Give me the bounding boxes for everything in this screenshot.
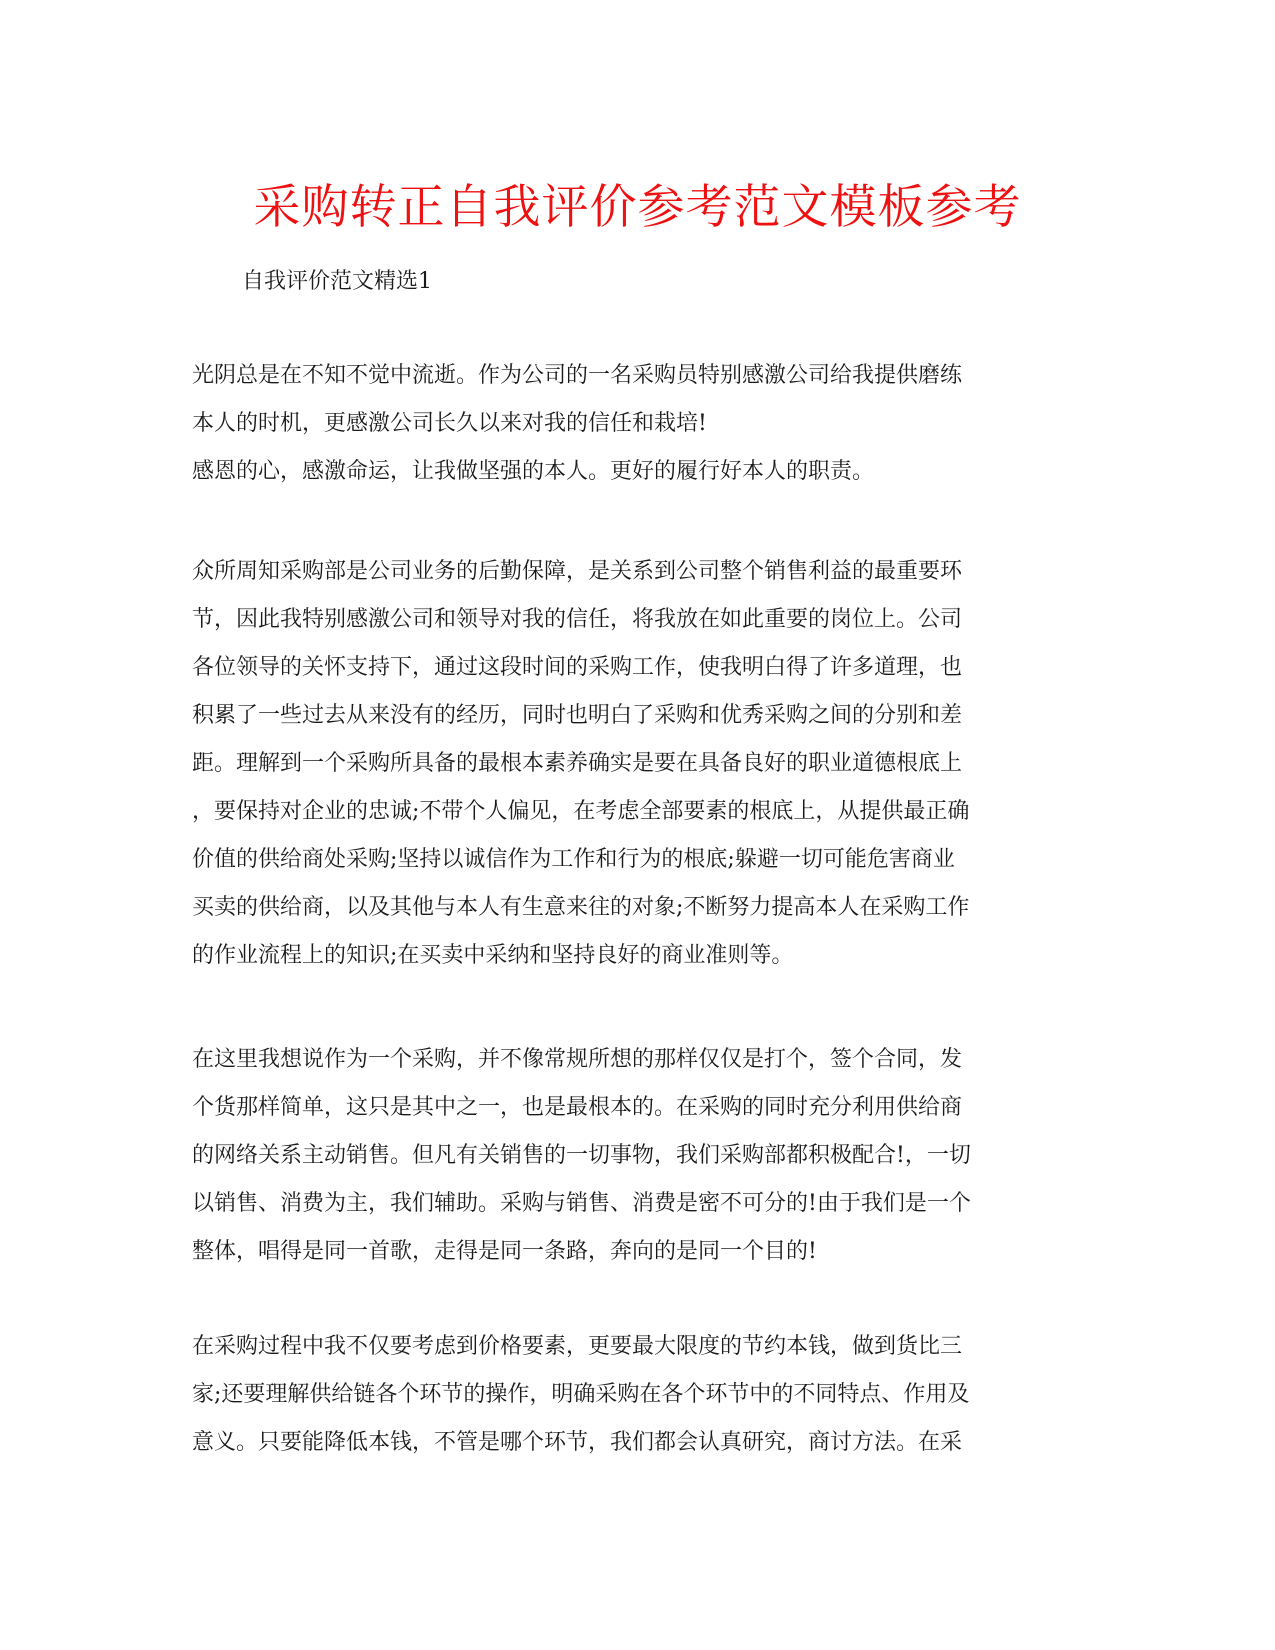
- paragraph-line: 个货那样简单，这只是其中之一，也是最根本的。在采购的同时充分利用供给商: [192, 1095, 963, 1120]
- paragraph-line: 距。理解到一个采购所具备的最根本素养确实是要在具备良好的职业道德根底上: [192, 751, 963, 776]
- paragraph-line: 价值的供给商处采购;坚持以诚信作为工作和行为的根底;躲避一切可能危害商业: [192, 847, 955, 872]
- paragraph-line: 积累了一些过去从来没有的经历，同时也明白了采购和优秀采购之间的分别和差: [192, 703, 963, 728]
- paragraph-4: [192, 1323, 1082, 1467]
- paragraph-2: [192, 548, 1082, 980]
- paragraph-line: 各位领导的关怀支持下，通过这段时间的采购工作，使我明白得了许多道理，也: [192, 655, 963, 680]
- document-subtitle: 自我评价范文精选1: [242, 269, 432, 294]
- paragraph-line: 以销售、消费为主，我们辅助。采购与销售、消费是密不可分的!由于我们是一个: [192, 1191, 971, 1216]
- paragraph-line: 的网络关系主动销售。但凡有关销售的一切事物，我们采购部都积极配合!，一切: [192, 1143, 971, 1168]
- paragraph-1: [192, 352, 1082, 496]
- paragraph-line: 的作业流程上的知识;在买卖中采纳和坚持良好的商业准则等。: [192, 943, 794, 968]
- paragraph-line: 买卖的供给商，以及其他与本人有生意来往的对象;不断努力提高本人在采购工作: [192, 895, 970, 920]
- paragraph-line: 家;还要理解供给链各个环节的操作，明确采购在各个环节中的不同特点、作用及: [192, 1382, 970, 1407]
- paragraph-line: 在采购过程中我不仅要考虑到价格要素，更要最大限度的节约本钱，做到货比三: [192, 1334, 963, 1359]
- document-title: 采购转正自我评价参考范文模板参考: [253, 180, 1022, 235]
- paragraph-line: 本人的时机，更感激公司长久以来对我的信任和栽培!: [192, 411, 707, 436]
- paragraph-line: 感恩的心，感激命运，让我做坚强的本人。更好的履行好本人的职责。: [192, 459, 875, 484]
- paragraph-line: 节，因此我特别感激公司和领导对我的信任，将我放在如此重要的岗位上。公司: [192, 607, 963, 632]
- paragraph-line: 光阴总是在不知不觉中流逝。作为公司的一名采购员特别感激公司给我提供磨练: [192, 363, 963, 388]
- paragraph-line: 众所周知采购部是公司业务的后勤保障，是关系到公司整个销售利益的最重要环: [192, 559, 963, 584]
- paragraph-line: 整体，唱得是同一首歌，走得是同一条路，奔向的是同一个目的!: [192, 1239, 817, 1264]
- paragraph-line: 在这里我想说作为一个采购，并不像常规所想的那样仅仅是打个，签个合同，发: [192, 1047, 963, 1072]
- paragraph-line: ，要保持对企业的忠诚;不带个人偏见，在考虑全部要素的根底上，从提供最正确: [192, 799, 970, 824]
- paragraph-3: [192, 1036, 1082, 1276]
- paragraph-line: 意义。只要能降低本钱，不管是哪个环节，我们都会认真研究，商讨方法。在采: [192, 1430, 963, 1455]
